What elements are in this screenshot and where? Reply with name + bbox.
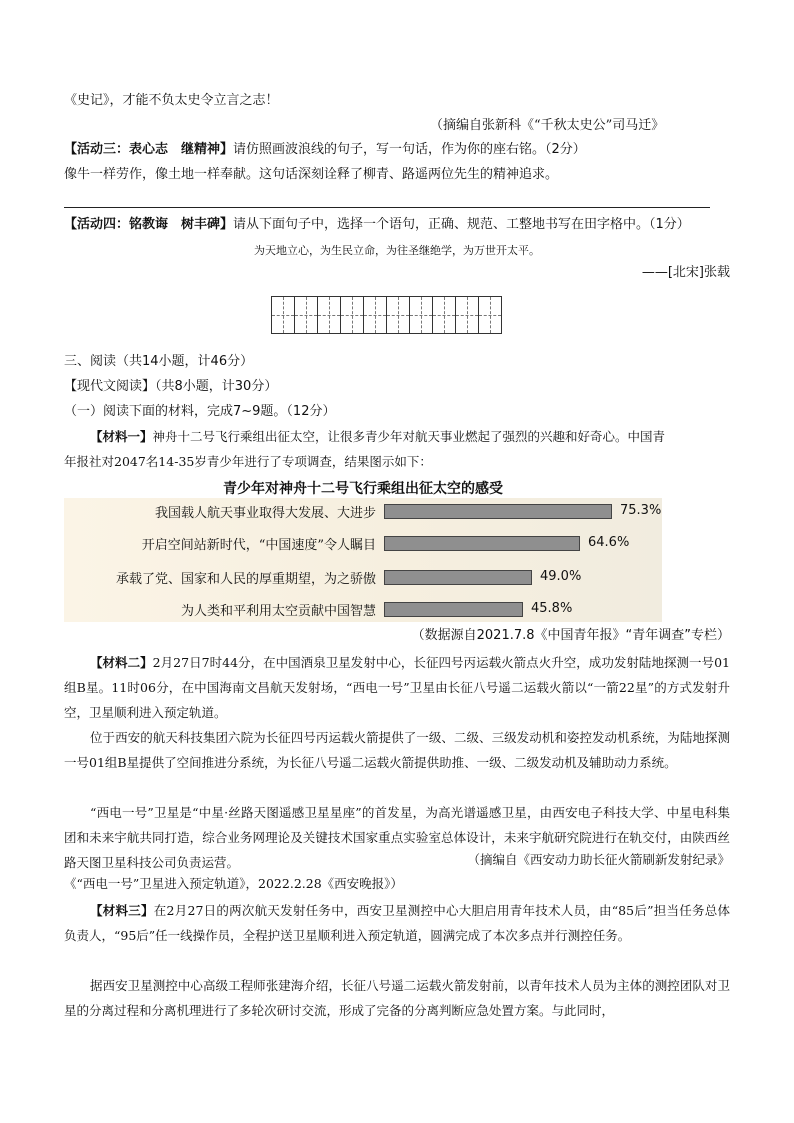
activity3-line: [64, 141, 586, 159]
chart-bar: [384, 504, 612, 519]
material3-p1: 在2月27日的两次航天发射任务中，西安卫星测控中心大胆启用青年技术人员，由“85后”担当任务总体负责人，“95后”任一线操作员，全程护送卫星顺利进入预定轨道，圆满完成了本次多点并行测控任务。: [64, 903, 730, 943]
activity3-example: 像牛一样劳作，像土地一样奉献。这句话深刻诠释了柳青、路遥两位先生的精神追求。: [64, 167, 559, 182]
chart-category-label: 开启空间站新时代，“中国速度”令人瞩目: [141, 538, 376, 553]
material1-line-a: [90, 428, 665, 446]
activity4-title: 【活动四：铭教诲 树丰碑】: [64, 217, 234, 232]
activity4-prompt: 请从下面句子中，选择一个语句，正确、规范、工整地书写在田字格中。（1分）: [233, 217, 690, 232]
quote-author: ——[北宋]张载: [641, 265, 730, 280]
grid-cell[interactable]: [271, 296, 295, 334]
chart-category-label: 为人类和平利用太空贡献中国智慧: [180, 604, 376, 619]
material1-text-b: 年报社对2047名14-35岁青少年进行了专项调查，结果图示如下：: [64, 454, 432, 469]
grid-cell[interactable]: [363, 296, 387, 334]
grid-cell[interactable]: [432, 296, 456, 334]
chart-bar: [384, 602, 523, 617]
chart-value-label: 75.3%: [620, 503, 662, 518]
grid-cell[interactable]: [409, 296, 433, 334]
chart-value-label: 49.0%: [540, 569, 582, 584]
material2-p1: 2月27日7时44分，在中国酒泉卫星发射中心，长征四号丙运载火箭点火升空，成功发射陆地探测一号01组B星。11时06分，在中国海南文昌航天发射场，“西电一号”卫星由长征八号遥二运载火箭以“一箭22星”的方式发射升空，卫星顺利进入预定轨道。: [64, 655, 730, 720]
grid-cell[interactable]: [386, 296, 410, 334]
chart-bar: [384, 536, 580, 551]
chart-category-label: 我国载人航天事业取得大发展、大进步: [154, 506, 376, 521]
chart-value-label: 45.8%: [531, 601, 573, 616]
part-heading: （一）阅读下面的材料，完成7~9题。（12分）: [64, 404, 336, 419]
subsection-heading: 【现代文阅读】（共8小题，计30分）: [64, 379, 278, 394]
material3-label: 【材料三】: [90, 903, 154, 918]
tianzige-grid[interactable]: [272, 296, 502, 334]
zhangzai-quote: 为天地立心，为生民立命，为往圣继绝学，为万世开太平。: [254, 244, 540, 257]
material3-paragraph-2: 据西安卫星测控中心高级工程师张建海介绍，长征八号遥二运载火箭发射前，以青年技术人员为主体的测控团队对卫星的分离过程和分离机理进行了多轮次研讨交流，形成了完备的分离判断应急处置方案。与此同时，: [64, 978, 730, 1018]
grid-cell[interactable]: [455, 296, 479, 334]
material2-paragraph-1: [64, 650, 730, 725]
material1-text-a: 神舟十二号飞行乘组出征太空，让很多青少年对航天事业燃起了强烈的兴趣和好奇心。中国青: [152, 429, 666, 444]
activity3-title: 【活动三：表心志 继精神】: [64, 142, 234, 157]
section-heading: 三、阅读（共14小题，计46分）: [64, 354, 254, 369]
material2-paragraph-2: 位于西安的航天科技集团六院为长征四号丙运载火箭提供了一级、二级、三级发动机和姿控发动机系统，为陆地探测一号01组B星提供了空间推进分系统，为长征八号遥二运载火箭提供助推、一级、二级发动机及辅助动力系统。: [64, 730, 730, 770]
material2-paragraph-3: “西电一号”卫星是“中星·丝路天图遥感卫星星座”的首发星，为高光谱遥感卫星，由西安电子科技大学、中星电科集团和未来宇航共同打造，综合业务网理论及关键技术国家重点实验室总体设计，未来宇航研究院进行在轨交付，由陕西丝路天图卫星科技公司负责运营。: [64, 805, 730, 870]
text-line: 《史记》，才能不负太史令立言之志！: [64, 93, 279, 108]
activity3-prompt: 请仿照画波浪线的句子，写一句话，作为你的座右铭。（2分）: [233, 142, 586, 157]
grid-cell[interactable]: [294, 296, 318, 334]
material3-paragraph-1: [64, 898, 730, 948]
grid-cell[interactable]: [478, 296, 502, 334]
grid-cell[interactable]: [340, 296, 364, 334]
material1-label: 【材料一】: [90, 429, 153, 444]
chart-title: 青少年对神舟十二号飞行乘组出征太空的感受: [223, 481, 503, 497]
material2-source-a: （摘编自《西安动力助长征火箭刷新发射纪录》: [467, 852, 730, 867]
activity4-line: [64, 216, 690, 234]
chart-source: （数据源自2021.7.8《中国青年报》“青年调查”专栏）: [411, 628, 730, 643]
chart-value-label: 64.6%: [588, 535, 630, 550]
source-citation: （摘编自张新科《“千秋太史公”司马迁》: [430, 118, 665, 133]
material2-source-b: 《“西电一号”卫星进入预定轨道》，2022.2.28《西安晚报》）: [64, 876, 403, 891]
chart-bar: [384, 570, 532, 585]
material2-label: 【材料二】: [90, 655, 153, 670]
chart-category-label: 承载了党、国家和人民的厚重期望，为之骄傲: [115, 572, 376, 587]
answer-line: [64, 207, 710, 208]
grid-cell[interactable]: [317, 296, 341, 334]
